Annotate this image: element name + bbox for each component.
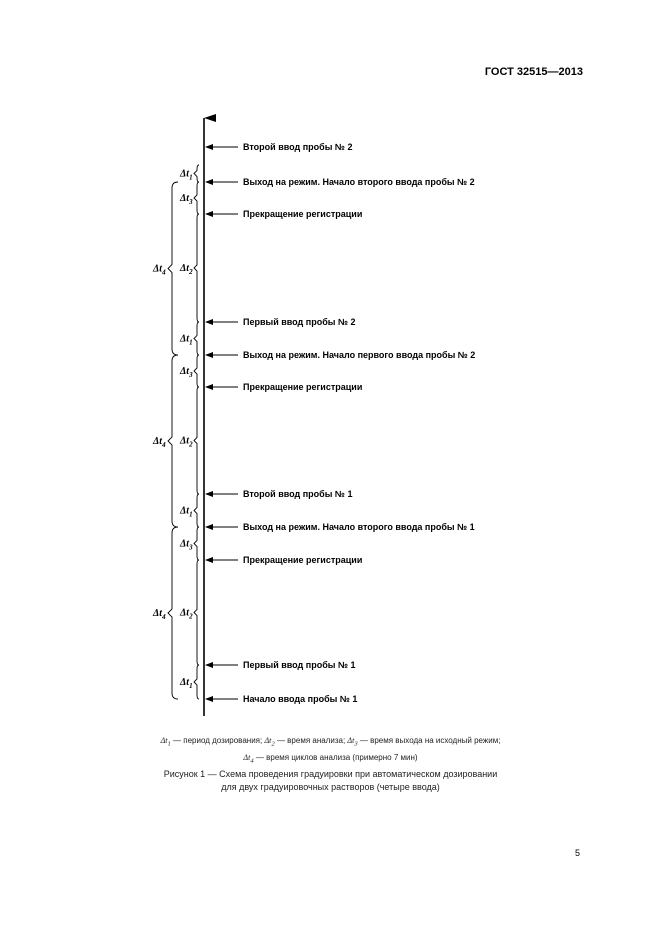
caption-line-2: для двух градуировочных растворов (четыре ввода) xyxy=(221,782,440,792)
page-number: 5 xyxy=(575,848,581,858)
cycle-label: $\Delta t_4$ xyxy=(153,436,166,449)
interval-brace xyxy=(194,165,199,182)
interval-brace xyxy=(194,182,199,214)
interval-brace xyxy=(194,322,199,355)
interval-label: $\Delta t_3$ xyxy=(180,538,193,552)
interval-label: $\Delta t_3$ xyxy=(180,366,193,379)
event-label: Выход на режим. Начало второго ввода пробы № 2 xyxy=(243,177,475,187)
event-label: Прекращение регистрации xyxy=(243,555,363,565)
cycle-brace xyxy=(168,355,178,527)
cycle-brace xyxy=(168,527,178,699)
caption-line-1: Рисунок 1 — Схема проведения градуировки при автоматическом дозировании xyxy=(163,769,498,779)
event-label: Прекращение регистрации xyxy=(243,382,363,392)
event-label: Прекращение регистрации xyxy=(243,209,363,219)
event-label: Второй ввод пробы № 1 xyxy=(243,489,353,499)
interval-label: $\Delta t_2$ xyxy=(180,607,193,621)
cycle-label: $\Delta t_4$ xyxy=(153,608,166,621)
interval-brace xyxy=(194,387,199,494)
cycle-label: $\Delta t_4$ xyxy=(153,263,166,277)
interval-label: $\Delta t_3$ xyxy=(180,193,193,206)
interval-label: $\Delta t_1$ xyxy=(180,505,193,519)
interval-label: $\Delta t_1$ xyxy=(180,677,193,690)
event-label: Выход на режим. Начало первого ввода пробы № 2 xyxy=(243,350,476,360)
standard-designation: ГОСТ 32515—2013 xyxy=(484,66,583,78)
interval-label: $\Delta t_2$ xyxy=(180,263,193,276)
event-label: Первый ввод пробы № 1 xyxy=(243,660,356,670)
interval-label: $\Delta t_2$ xyxy=(180,435,193,449)
event-label: Выход на режим. Начало второго ввода пробы № 1 xyxy=(243,522,475,532)
event-label: Второй ввод пробы № 2 xyxy=(243,142,353,152)
interval-label: $\Delta t_1$ xyxy=(180,168,193,182)
interval-label: $\Delta t_1$ xyxy=(180,333,193,347)
cycle-brace xyxy=(168,182,178,355)
interval-brace xyxy=(194,214,199,322)
figure-caption xyxy=(0,768,661,794)
interval-brace xyxy=(194,665,199,699)
interval-brace xyxy=(194,355,199,387)
legend-line-1: $\Delta t_1$ — период дозирования; $\Delta t_2$ — время анализа; $\Delta t_3$ — время выхода на исходный режим; xyxy=(160,736,501,748)
event-label: Начало ввода пробы № 1 xyxy=(243,694,358,704)
interval-brace xyxy=(194,527,199,560)
legend-line-2: $\Delta t_4$ — время циклов анализа (примерно 7 мин) xyxy=(243,752,418,765)
legend xyxy=(0,734,661,767)
interval-brace xyxy=(194,494,199,527)
interval-brace xyxy=(194,560,199,665)
event-label: Первый ввод пробы № 2 xyxy=(243,317,356,327)
